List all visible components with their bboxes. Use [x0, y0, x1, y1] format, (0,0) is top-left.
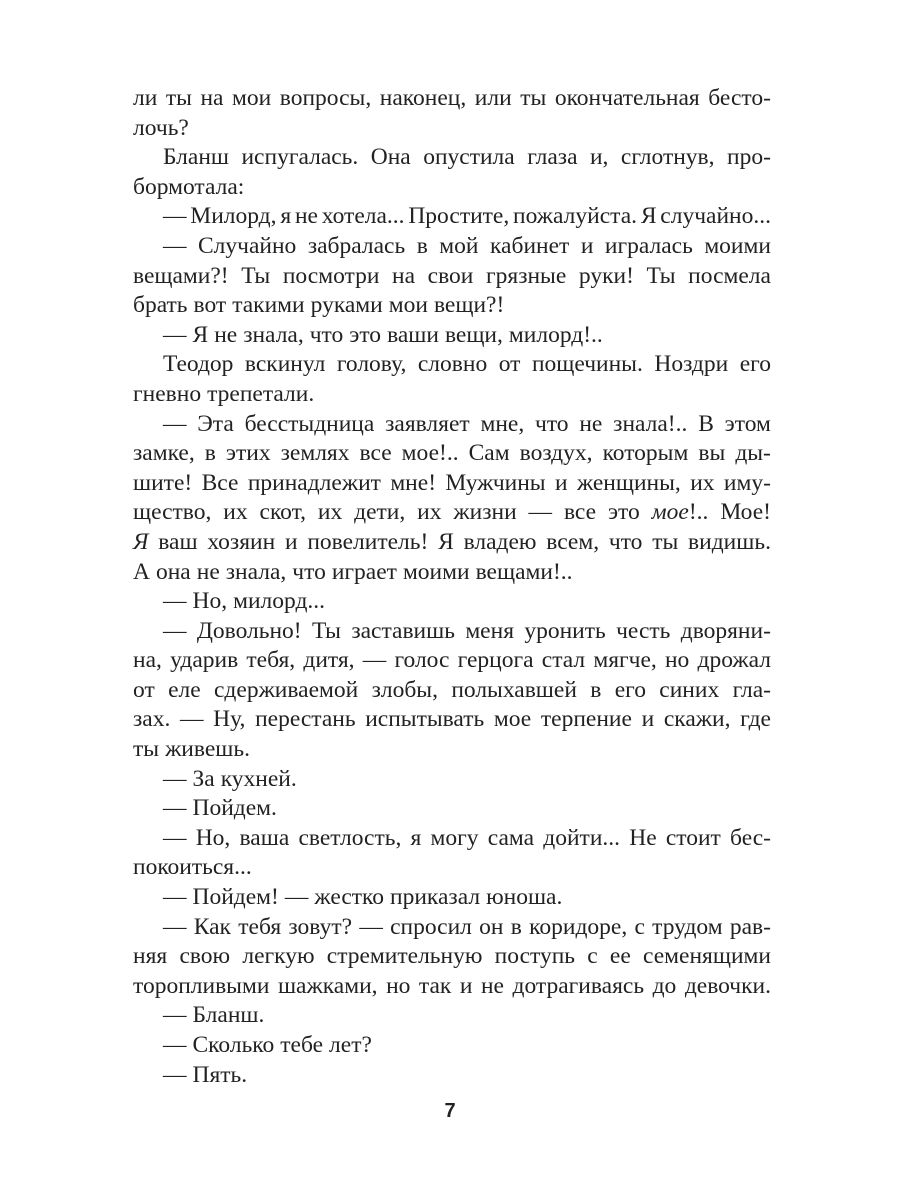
- text-line: — Но, милорд...: [163, 588, 326, 615]
- text-line: замке, в этих землях все мое!.. Сам воздух, которым вы ды-: [133, 440, 771, 467]
- text-line: торопливыми шажками, но так и не дотрагиваясь до девочки.: [133, 972, 771, 999]
- text-line: — Сколько тебе лет?: [163, 1032, 372, 1058]
- text-line: шите! Все принадлежит мне! Мужчины и женщины, их иму-: [133, 469, 771, 496]
- text-line: — Довольно! Ты заставишь меня уронить честь дворяни-: [163, 617, 771, 644]
- text-line: — Пойдем! — жестко приказал юноша.: [163, 884, 563, 911]
- page-number: 7: [444, 1100, 456, 1122]
- text-line: — Как тебя зовут? — спросил он в коридоре, с трудом рав-: [163, 913, 771, 940]
- text-line: покоиться...: [133, 854, 252, 881]
- body-text: [133, 84, 771, 1090]
- text-line: гневно трепетали.: [133, 380, 315, 407]
- text-line: от еле сдерживаемой злобы, полыхавшей в его синих гла-: [133, 676, 771, 703]
- text-line: — За кухней.: [163, 765, 297, 792]
- text-line: бормотала:: [133, 173, 245, 200]
- text-line: Бланш испугалась. Она опустила глаза и, сглотнув, про-: [163, 144, 771, 171]
- text-line: — Случайно забралась в мой кабинет и игралась моими: [163, 232, 771, 259]
- text-line: — Пять.: [163, 1061, 248, 1088]
- text-line: Теодор вскинул голову, словно от пощечины. Ноздри его: [163, 351, 771, 378]
- text-line: на, ударив тебя, дитя, — голос герцога стал мягче, но дрожал: [133, 647, 771, 674]
- text-line: лочь?: [133, 114, 189, 141]
- text-line: Я ваш хозяин и повелитель! Я владею всем, что ты видишь.: [133, 528, 771, 555]
- text-line: — Милорд, я не хотела... Простите, пожалуйста. Я случайно...: [163, 203, 771, 230]
- text-line: вещами?! Ты посмотри на свои грязные руки! Ты посмела: [133, 262, 771, 289]
- text-line: щество, их скот, их дети, их жизни — все это мое!.. Мое!: [133, 499, 771, 526]
- text-line: А она не знала, что играет моими вещами!..: [133, 558, 573, 585]
- text-line: няя свою легкую стремительную поступь с ее семенящими: [133, 943, 771, 970]
- text-line: ли ты на мои вопросы, наконец, или ты окончательная бесто-: [133, 85, 771, 111]
- text-line: — Эта бесстыдница заявляет мне, что не знала!.. В этом: [163, 410, 771, 437]
- text-line: — Я не знала, что это ваши вещи, милорд!..: [163, 321, 603, 348]
- text-line: зах. — Ну, перестань испытывать мое терпение и скажи, где: [133, 706, 771, 733]
- text-line: — Бланш.: [163, 1002, 265, 1029]
- text-line: — Пойдем.: [163, 795, 277, 822]
- text-line: ты живешь.: [133, 736, 250, 763]
- text-line: брать вот такими руками мои вещи?!: [133, 292, 505, 319]
- text-line: — Но, ваша светлость, я могу сама дойти... Не стоит бес-: [163, 824, 771, 851]
